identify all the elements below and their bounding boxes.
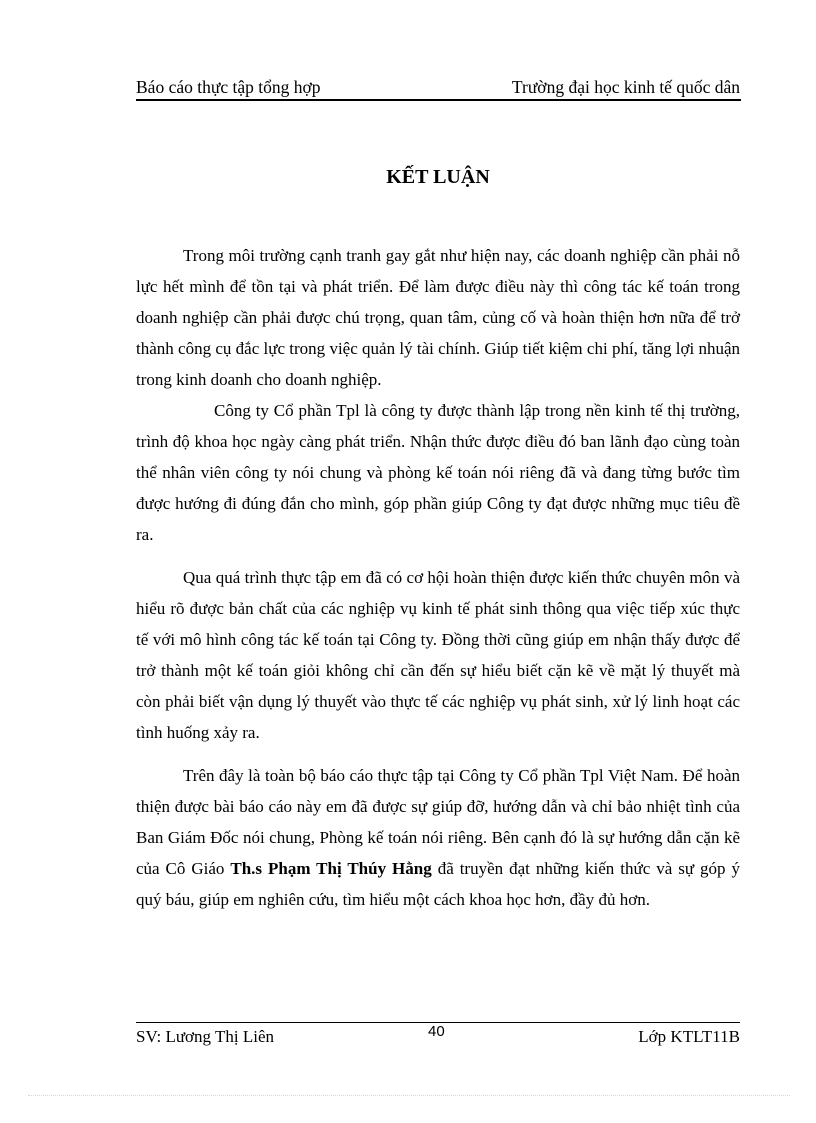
- page-number: 40: [428, 1023, 445, 1040]
- page-header: [136, 76, 740, 100]
- page-footer: [136, 1023, 740, 1049]
- paragraph-spacer: [136, 550, 740, 562]
- header-report-title: Báo cáo thực tập tổng hợp: [136, 77, 321, 97]
- page-title: KẾT LUẬN: [386, 166, 490, 188]
- footer-student-name: SV: Lương Thị Liên: [136, 1027, 274, 1046]
- header-university-name: Trường đại học kinh tế quốc dân: [511, 77, 740, 97]
- advisor-name: Th.s Phạm Thị Thúy Hằng: [230, 859, 432, 878]
- document-body: [136, 240, 740, 915]
- paragraph-4-text-start: Trên đây là toàn bộ báo cáo thực tập tại Công ty Cổ phần Tpl Việt Nam. Để hoàn thiện được bài báo cáo này em đã được sự giúp đỡ, hướng dẫn và chỉ bảo nhiệt tình của Ban Giám Đốc nói chung, Phòng kế toán nói riêng. Bên cạnh đó là sự hướng dẫn cặn kẽ của Cô Giáo: [136, 766, 740, 878]
- paragraph-4: [136, 760, 740, 915]
- header-divider: [136, 99, 741, 101]
- paragraph-2: Công ty Cổ phần Tpl là công ty được thành lập trong nền kinh tế thị trường, trình độ khoa học ngày càng phát triển. Nhận thức được điều đó ban lãnh đạo cùng toàn thể nhân viên công ty nói chung và phòng kế toán nói riêng đã và đang từng bước tìm được hướng đi đúng đắn cho mình, góp phần giúp Công ty đạt được những mục tiêu đề ra.: [136, 401, 740, 544]
- paragraph-1: Trong môi trường cạnh tranh gay gắt như hiện nay, các doanh nghiệp cần phải nỗ lực hết mình để tồn tại và phát triển. Để làm được điều này thì công tác kế toán trong doanh nghiệp cần phải được chú trọng, quan tâm, củng cố và hoàn thiện hơn nữa để trở thành công cụ đắc lực trong việc quản lý tài chính. Giúp tiết kiệm chi phí, tăng lợi nhuận trong kinh doanh cho doanh nghiệp.: [136, 246, 740, 389]
- paragraph-spacer: [136, 748, 740, 760]
- paragraph-3: Qua quá trình thực tập em đã có cơ hội hoàn thiện được kiến thức chuyên môn và hiểu rõ được bản chất của các nghiệp vụ kinh tế phát sinh thông qua việc tiếp xúc thực tế với mô hình công tác kế toán tại Công ty. Đồng thời cũng giúp em nhận thấy được để trở thành một kế toán giỏi không chỉ cần đến sự hiểu biết cặn kẽ về mặt lý thuyết mà còn phải biết vận dụng lý thuyết vào thực tế các nghiệp vụ phát sinh, xử lý linh hoạt các tình huống xảy ra.: [136, 568, 740, 742]
- page-bottom-edge: [28, 1095, 790, 1096]
- paragraph-4-text-end: đã truyền đạt những kiến thức và sự góp ý quý báu, giúp em nghiên cứu, tìm hiểu một cách khoa học hơn, đầy đủ hơn.: [136, 859, 740, 909]
- footer-class-name: Lớp KTLT11B: [638, 1027, 740, 1046]
